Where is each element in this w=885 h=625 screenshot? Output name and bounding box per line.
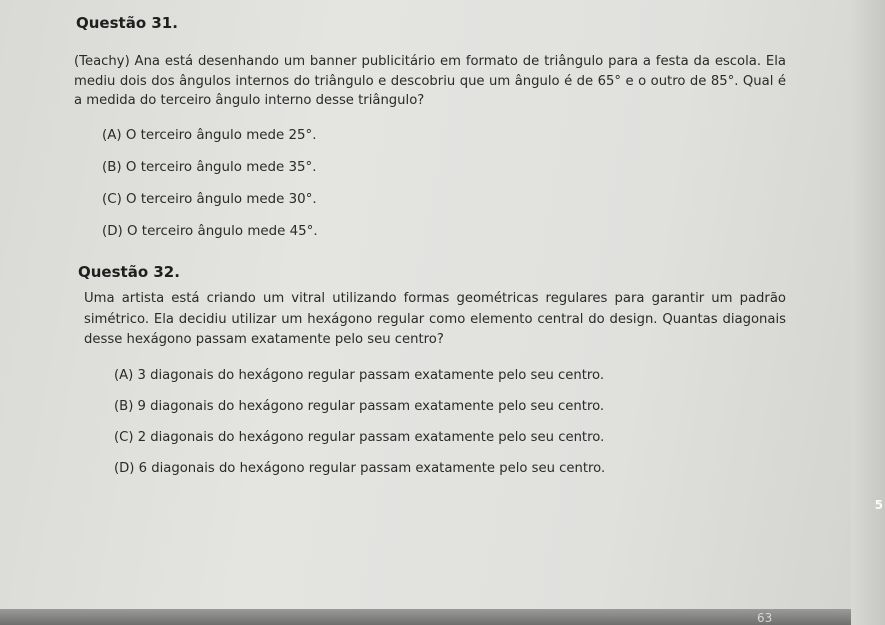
question-32-stem: Uma artista está criando um vitral utilizando formas geométricas regulares para garantir um padrão simétrico. Ela decidiu utilizar um hexágono regular como elemento central do design. Quantas diagonais desse hexágono passam exatamente pelo seu centro?: [84, 291, 786, 347]
page-bottom-band: [0, 609, 851, 625]
question-31-stem: (Teachy) Ana está desenhando um banner publicitário em formato de triângulo para a festa da escola. Ela mediu dois dos ângulos internos do triângulo e descobriu que um ângulo é de 65° e o outro de 85°. Qual é a medida do terceiro ângulo interno desse triângulo?: [74, 54, 786, 108]
question-31-option-c[interactable]: (C) O terceiro ângulo mede 30°.: [102, 192, 317, 207]
question-32-title: Questão 32.: [78, 263, 180, 281]
question-31-title: Questão 31.: [76, 14, 178, 32]
question-31-option-b[interactable]: (B) O terceiro ângulo mede 35°.: [102, 160, 317, 175]
question-31-options: [102, 120, 318, 248]
question-31-option-a[interactable]: (A) O terceiro ângulo mede 25°.: [102, 128, 317, 143]
question-32-options: [114, 360, 605, 484]
question-31-option-d[interactable]: (D) O terceiro ângulo mede 45°.: [102, 224, 318, 239]
question-32-option-c[interactable]: (C) 2 diagonais do hexágono regular passam exatamente pelo seu centro.: [114, 430, 605, 445]
page-right-edge: [851, 0, 885, 625]
question-32-option-b[interactable]: (B) 9 diagonais do hexágono regular passam exatamente pelo seu centro.: [114, 399, 605, 414]
edge-mark: 5: [874, 498, 883, 512]
question-32-option-a[interactable]: (A) 3 diagonais do hexágono regular passam exatamente pelo seu centro.: [114, 368, 605, 383]
question-32-option-d[interactable]: (D) 6 diagonais do hexágono regular passam exatamente pelo seu centro.: [114, 461, 606, 476]
page-number: 63: [757, 611, 773, 625]
